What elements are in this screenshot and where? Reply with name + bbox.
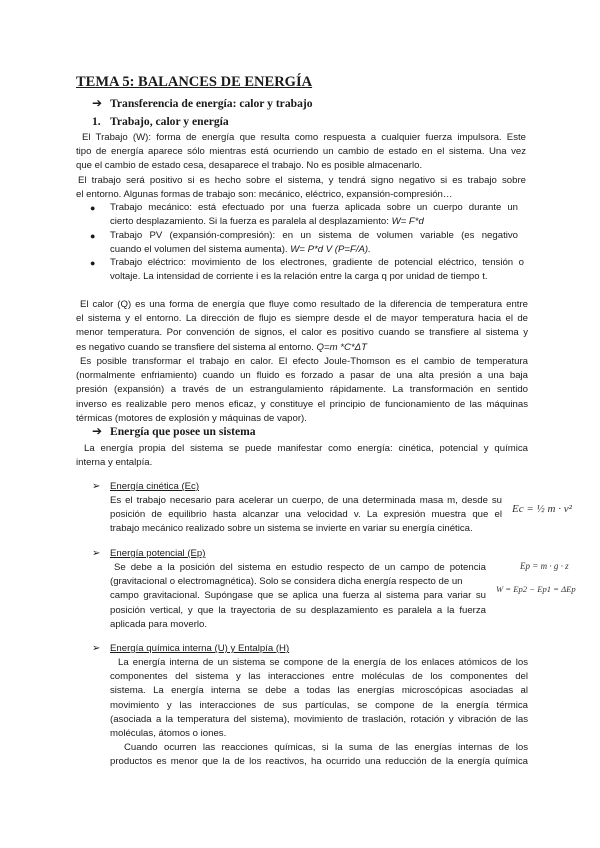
- arrowhead-bullet-icon: ➢: [92, 643, 101, 654]
- text-line: campo gravitacional. Supóngase que se aplica una fuerza al sistema para variar su: [110, 590, 486, 602]
- paragraph-calor: [76, 298, 528, 355]
- text-line: Es el trabajo necesario para acelerar un cuerpo, de una determinada masa m, desde su: [110, 495, 502, 506]
- text-line: (asociada a la temperatura del sistema), movimiento de traslación, rotación y vibración de las: [110, 713, 528, 725]
- section-heading-energia-sistema: Energía que posee un sistema: [110, 425, 256, 438]
- bullet-dot: ●: [90, 203, 96, 213]
- text-line: Trabajo mecánico: está efectuado por una fuerza aplicada sobre un cuerpo durante un: [110, 202, 518, 213]
- text-line: Trabajo eléctrico: movimiento de los electrones, gradiente de potencial eléctrico, tensión o: [110, 257, 524, 268]
- text-line: (gravitacional o electromagnética). Solo se considera dicha energía respecto de un: [110, 576, 463, 588]
- paragraph-joule-thomson: [76, 355, 528, 426]
- paragraph-energia-cinetica: [110, 494, 502, 537]
- arrow-icon: ➔: [92, 424, 103, 438]
- text-line: componentes del sistema y las interacciones entre moléculas de los componentes del: [110, 671, 528, 683]
- subsection-number: 1.: [92, 115, 101, 128]
- text-line: voltaje. La intensidad de corriente i es la relación entre la carga q por unidad de tiempo t.: [110, 271, 488, 283]
- paragraph-energia-quimica: [110, 656, 528, 770]
- arrow-icon: ➔: [92, 96, 103, 110]
- formula-work-potential: W = Ep2 − Ep1 = ΔEp: [496, 584, 576, 594]
- text-line: Se debe a la posición del sistema en estudio respecto de un campo de potencia: [114, 562, 486, 573]
- formula-potential-energy: Ep = m · g · z: [520, 561, 569, 571]
- text-line: Cuando ocurren las reacciones químicas, si la suma de las energías internas de los: [124, 742, 528, 754]
- text-line: cuando el volumen del sistema aumenta).: [110, 244, 291, 256]
- text-line: sistema. La energía interna se debe a todas las energías microscópicas asociadas al: [110, 685, 528, 697]
- subsection-heading-trabajo: Trabajo, calor y energía: [110, 115, 229, 128]
- text-line: (normalmente enfriamiento) cuando un fluido es forzado a pasar de una alta presión a una baja: [76, 370, 528, 382]
- text-line: posición vertical, y que la trayectoria de su desplazamiento es paralela a la fuerza: [110, 604, 486, 616]
- text-line: es negativo cuando se transfiere del sistema al entorno.: [76, 341, 317, 353]
- bullet-dot: ●: [90, 258, 96, 268]
- document-title: TEMA 5: BALANCES DE ENERGÍA: [76, 74, 313, 90]
- bullet-trabajo-mecanico: [110, 201, 518, 229]
- text-line: cierto desplazamiento. Si la fuerza es paralela al desplazamiento:: [110, 216, 392, 228]
- text-line: posición de equilibrio hasta alcanzar una velocidad v. La expresión muestra que el: [110, 509, 502, 521]
- text-line: aplicada para moverlo.: [110, 618, 208, 630]
- heading-energia-cinetica: Energía cinética (Ec): [110, 481, 200, 492]
- text-line: presión (expansión) a través de un estrangulamiento rápidamente. La transformación en sentido: [76, 384, 528, 396]
- text-line: Es posible transformar el trabajo en calor. El efecto Joule-Thomson es el cambio de temperatura: [80, 356, 528, 367]
- heading-energia-quimica: Energía química interna (U) y Entalpía (H): [110, 643, 290, 654]
- text-line: el entorno. Algunas formas de trabajo son: mecánico, eléctrico, expansión-compresión…: [76, 188, 453, 200]
- text-line: La energía interna de un sistema se compone de la energía de los enlaces atómicos de los: [118, 657, 528, 668]
- paragraph-energia-intro: [76, 442, 528, 470]
- bullet-dot: ●: [90, 231, 96, 241]
- paragraph-trabajo: [76, 131, 526, 202]
- text-line: térmicas (motores de explosión y máquinas de vapor).: [76, 412, 307, 424]
- text-line: La energía propia del sistema se puede manifestar como energía: cinética, potencial y química: [84, 443, 528, 454]
- text-line: El Trabajo (W): forma de energía que resulta como respuesta a cualquier fuerza impulsora. Este: [82, 132, 526, 143]
- text-line: inverso es realizable pero menos eficaz, y constituye el principio de funcionamiento de las máquinas: [76, 398, 528, 410]
- text-line: trabajo mecánico realizado sobre un sistema se invierte en variar su energía cinética.: [110, 523, 473, 535]
- arrowhead-bullet-icon: ➢: [92, 548, 101, 559]
- formula-pv: W= P*d V (P=F/A).: [290, 244, 371, 256]
- text-line: el sistema y el entorno. La dirección de flujo es siempre desde el de mayor temperatura hacia el de: [76, 313, 528, 325]
- section-heading-transferencia: Transferencia de energía: calor y trabajo: [110, 97, 313, 110]
- text-line: movimiento y las interacciones de sus partículas, se compone de la energía térmica: [110, 699, 528, 711]
- formula-work: W= F*d: [391, 216, 424, 228]
- heading-energia-potencial: Energía potencial (Ep): [110, 548, 206, 559]
- bullet-trabajo-pv: [110, 229, 518, 257]
- formula-kinetic-energy: Ec = ½ m · v²: [512, 503, 572, 515]
- bullet-trabajo-electrico: [110, 256, 524, 284]
- text-line: El trabajo será positivo si es hecho sobre el sistema, y tendrá signo negativo si es trabajo sobre: [78, 174, 526, 186]
- paragraph-energia-potencial: [110, 561, 486, 632]
- arrowhead-bullet-icon: ➢: [92, 481, 101, 492]
- text-line: moléculas, átomos o iones.: [110, 728, 227, 740]
- text-line: El calor (Q) es una forma de energía que fluye como resultado de la diferencia de temperatura entre: [80, 299, 528, 310]
- text-line: que el cambio de estado cesa, desaparece el trabajo. No es posible almacenarlo.: [76, 160, 423, 172]
- text-line: interna y entalpía.: [76, 457, 153, 469]
- text-line: Trabajo PV (expansión-compresión): en un sistema de volumen variable (es negativo: [110, 230, 518, 241]
- text-line: menor temperatura. Por convención de signos, el calor es positivo cuando se transfiere al sistema y: [76, 327, 528, 339]
- formula-heat: Q=m *C*ΔT: [316, 341, 367, 353]
- text-line: tipo de energía aparece sólo mientras está ocurriendo un cambio de estado en el sistema. Una vez: [76, 146, 526, 158]
- text-line: productos es menor que la de los reactivos, ha ocurrido una reducción de la energía química: [110, 756, 528, 768]
